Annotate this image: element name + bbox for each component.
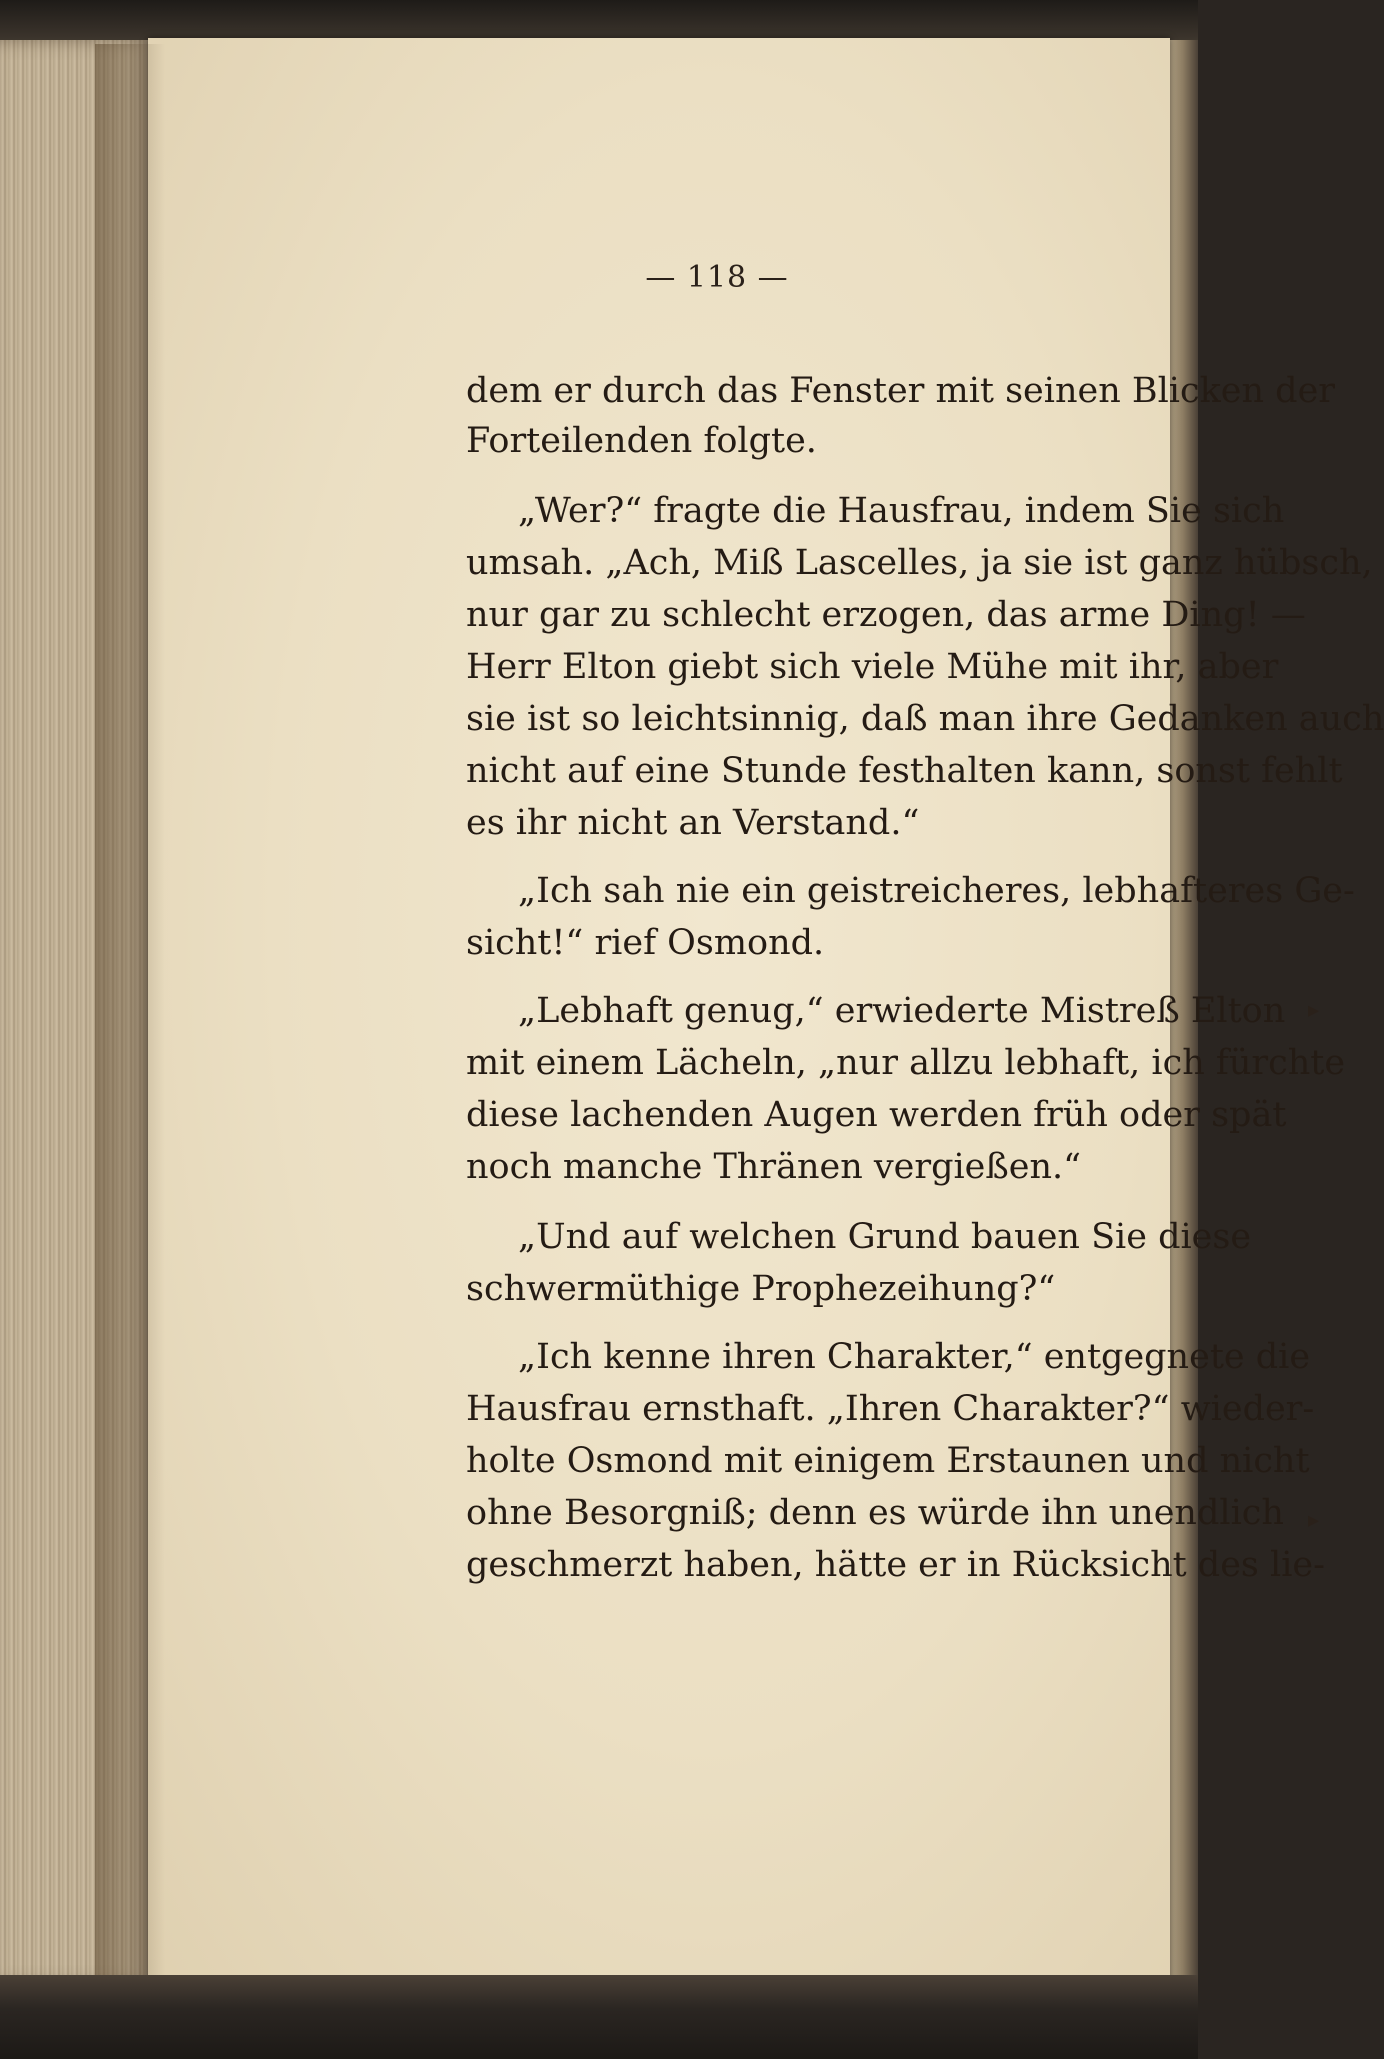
page-fold-mark: ▸ — [1308, 998, 1320, 1023]
text-line: nicht auf eine Stunde festhalten kann, sonst fehlt — [466, 751, 1343, 791]
text-line: holte Osmond mit einigem Erstaunen und nicht — [466, 1441, 1310, 1481]
book-cover-bottom — [0, 1975, 1198, 2059]
text-line: sicht!“ rief Osmond. — [466, 923, 825, 963]
text-line: „Wer?“ fragte die Hausfrau, indem Sie sich — [518, 491, 1285, 531]
text-line: ohne Besorgniß; denn es würde ihn unendlich — [466, 1493, 1284, 1533]
text-line: es ihr nicht an Verstand.“ — [466, 803, 920, 843]
text-line: noch manche Thränen vergießen.“ — [466, 1147, 1082, 1187]
page-fold-mark: ▸ — [1308, 1508, 1320, 1533]
text-line: mit einem Lächeln, „nur allzu lebhaft, ich fürchte — [466, 1043, 1346, 1083]
text-line: Herr Elton giebt sich viele Mühe mit ihr, aber — [466, 647, 1279, 687]
text-line: „Ich kenne ihren Charakter,“ entgegnete die — [518, 1337, 1311, 1377]
text-line: „Ich sah nie ein geistreicheres, lebhafteres Ge- — [518, 871, 1355, 911]
gutter-shadow — [95, 44, 165, 1984]
text-line: geschmerzt haben, hätte er in Rücksicht des lie- — [466, 1545, 1325, 1585]
text-line: sie ist so leichtsinnig, daß man ihre Gedanken auch — [466, 699, 1384, 739]
text-line: „Und auf welchen Grund bauen Sie diese — [518, 1217, 1252, 1257]
text-line: schwermüthige Prophezeihung?“ — [466, 1269, 1056, 1309]
text-line: umsah. „Ach, Miß Lascelles, ja sie ist ganz hübsch, — [466, 543, 1373, 583]
text-line: dem er durch das Fenster mit seinen Blicken der — [466, 371, 1336, 411]
page-number: — 118 — — [645, 260, 789, 295]
book-page — [148, 38, 1384, 1983]
text-line: „Lebhaft genug,“ erwiederte Mistreß Elton — [518, 991, 1286, 1031]
text-line: nur gar zu schlecht erzogen, das arme Ding! — — [466, 595, 1306, 635]
text-line: Hausfrau ernsthaft. „Ihren Charakter?“ wieder- — [466, 1389, 1315, 1429]
text-line: diese lachenden Augen werden früh oder spät — [466, 1095, 1287, 1135]
text-line: Forteilenden folgte. — [466, 421, 817, 461]
